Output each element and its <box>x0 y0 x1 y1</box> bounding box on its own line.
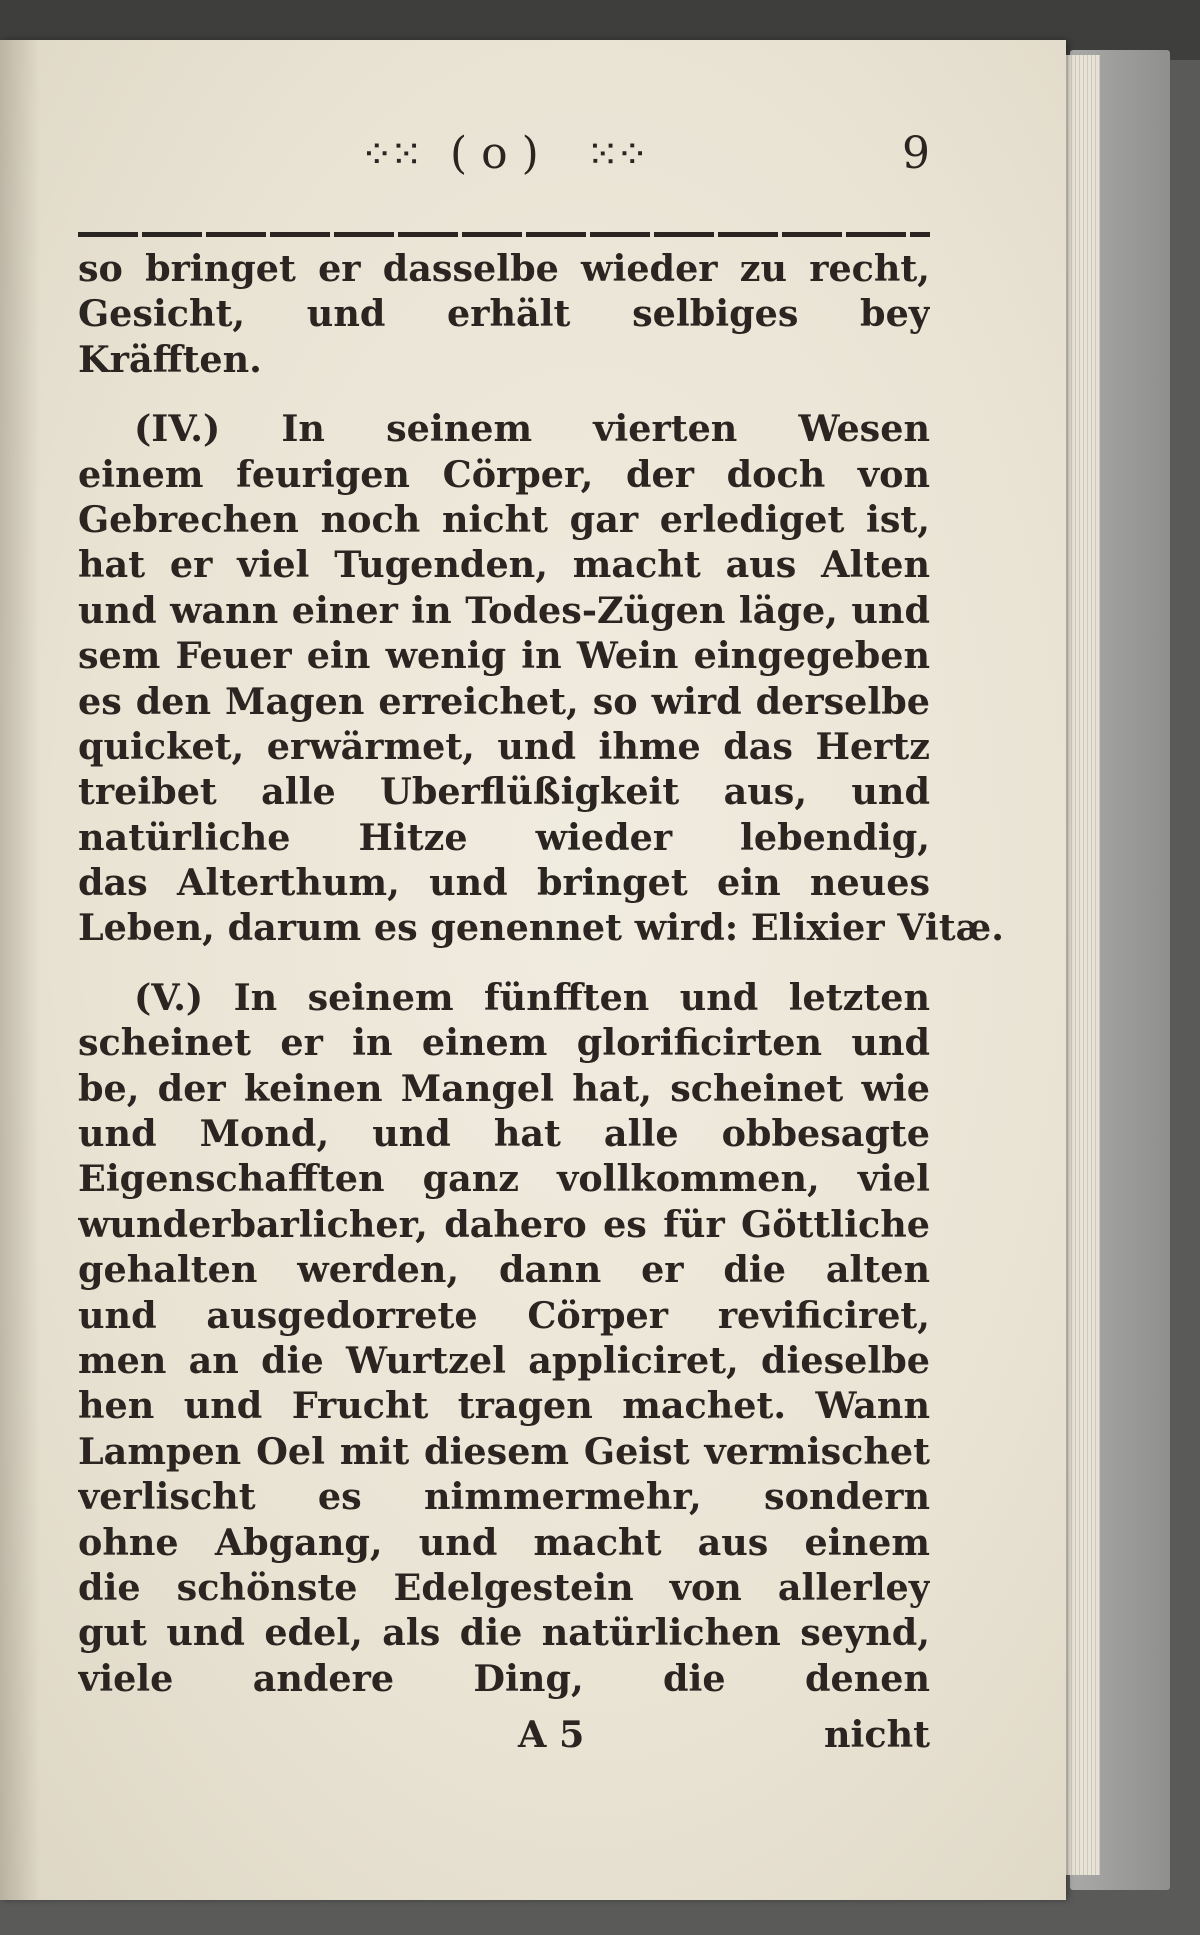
text-line: gut und edel, als die natürlichen seynd, <box>78 1611 930 1655</box>
paragraph-v <box>78 975 930 1701</box>
text-line: (IV.) In seinem vierten Wesen <box>134 407 930 451</box>
text-line: hat er viel Tugenden, macht aus Alten <box>78 543 930 587</box>
text-line: scheinet er in einem glorificirten und <box>78 1021 930 1065</box>
page-marker: ( o ) <box>450 128 539 179</box>
text-line: Gesicht, und erhält selbiges bey <box>78 292 930 336</box>
text-line: Eigenschafften ganz vollkommen, viel <box>78 1157 930 1201</box>
text-line: Leben, darum es genennet wird: Elixier Vitæ. <box>78 906 1004 950</box>
text-line: be, der keinen Mangel hat, scheinet wie <box>78 1066 930 1110</box>
text-line: und Mond, und hat alle obbesagte <box>78 1112 930 1156</box>
text-line: treibet alle Uberflüßigkeit aus, und <box>78 770 930 814</box>
text-line: hen und Frucht tragen machet. Wann <box>78 1384 930 1428</box>
text-line: men an die Wurtzel appliciret, dieselbe <box>78 1338 930 1382</box>
paragraph-continuation <box>78 246 930 382</box>
text-line: Gebrechen noch nicht gar erlediget ist, <box>78 497 930 541</box>
text-line: es den Magen erreichet, so wird derselbe <box>78 679 930 723</box>
ornament-left-icon: ⁘⁙ <box>360 132 420 178</box>
text-line: ohne Abgang, und macht aus einem <box>78 1520 930 1564</box>
running-header <box>78 128 930 188</box>
text-line: natürliche Hitze wieder lebendig, <box>78 815 930 859</box>
text-line: wunderbarlicher, dahero es für Göttliche <box>78 1202 930 1246</box>
paragraph-iv <box>78 406 1004 951</box>
text-line: einem feurigen Cörper, der doch von <box>78 452 930 496</box>
text-line: gehalten werden, dann er die alten <box>78 1248 930 1292</box>
catch-line <box>78 1713 930 1759</box>
text-line: so bringet er dasselbe wieder zu recht, <box>78 247 930 290</box>
body-text <box>78 246 1004 1701</box>
text-line: quicket, erwärmet, und ihme das Hertz <box>78 724 930 768</box>
page-number: 9 <box>902 128 930 179</box>
text-line: verlischt es nimmermehr, sondern <box>78 1475 930 1519</box>
ornament-right-icon: ⁙⁘ <box>586 132 646 178</box>
text-line: und ausgedorrete Cörper revificiret, <box>78 1293 930 1337</box>
text-line: und wann einer in Todes-Zügen läge, und <box>78 588 930 632</box>
text-line: sem Feuer ein wenig in Wein eingegeben <box>78 634 930 678</box>
signature-mark: A 5 <box>518 1713 585 1756</box>
text-line: Kräfften. <box>78 337 262 381</box>
text-line: (V.) In seinem fünfften und letzten <box>134 975 930 1019</box>
text-line: Lampen Oel mit diesem Geist vermischet <box>78 1429 930 1473</box>
text-line: die schönste Edelgestein von allerley <box>78 1565 930 1609</box>
text-line: das Alterthum, und bringet ein neues <box>78 861 930 905</box>
text-line: viele andere Ding, die denen <box>78 1656 930 1700</box>
header-rule <box>78 232 930 237</box>
catchword: nicht <box>823 1713 930 1756</box>
